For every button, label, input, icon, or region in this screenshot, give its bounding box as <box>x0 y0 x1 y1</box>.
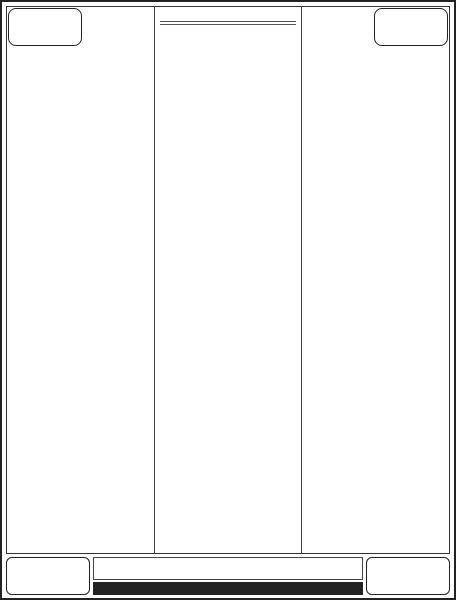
footer-logo-right <box>366 557 450 595</box>
footer <box>6 557 450 595</box>
text-frame <box>6 6 450 554</box>
paragraph <box>160 11 297 19</box>
footer-middle <box>93 557 363 595</box>
column-middle <box>155 7 303 553</box>
footer-notice <box>93 557 363 580</box>
columns-container <box>7 7 449 553</box>
footer-logo-left <box>6 557 90 595</box>
column-left <box>7 7 155 553</box>
corner-tag-left <box>8 8 82 46</box>
column-right <box>302 7 449 553</box>
section-heading <box>160 21 297 25</box>
footer-banner <box>93 582 363 595</box>
corner-tag-right <box>374 8 448 46</box>
paragraph <box>160 38 297 46</box>
paragraph <box>160 28 297 36</box>
